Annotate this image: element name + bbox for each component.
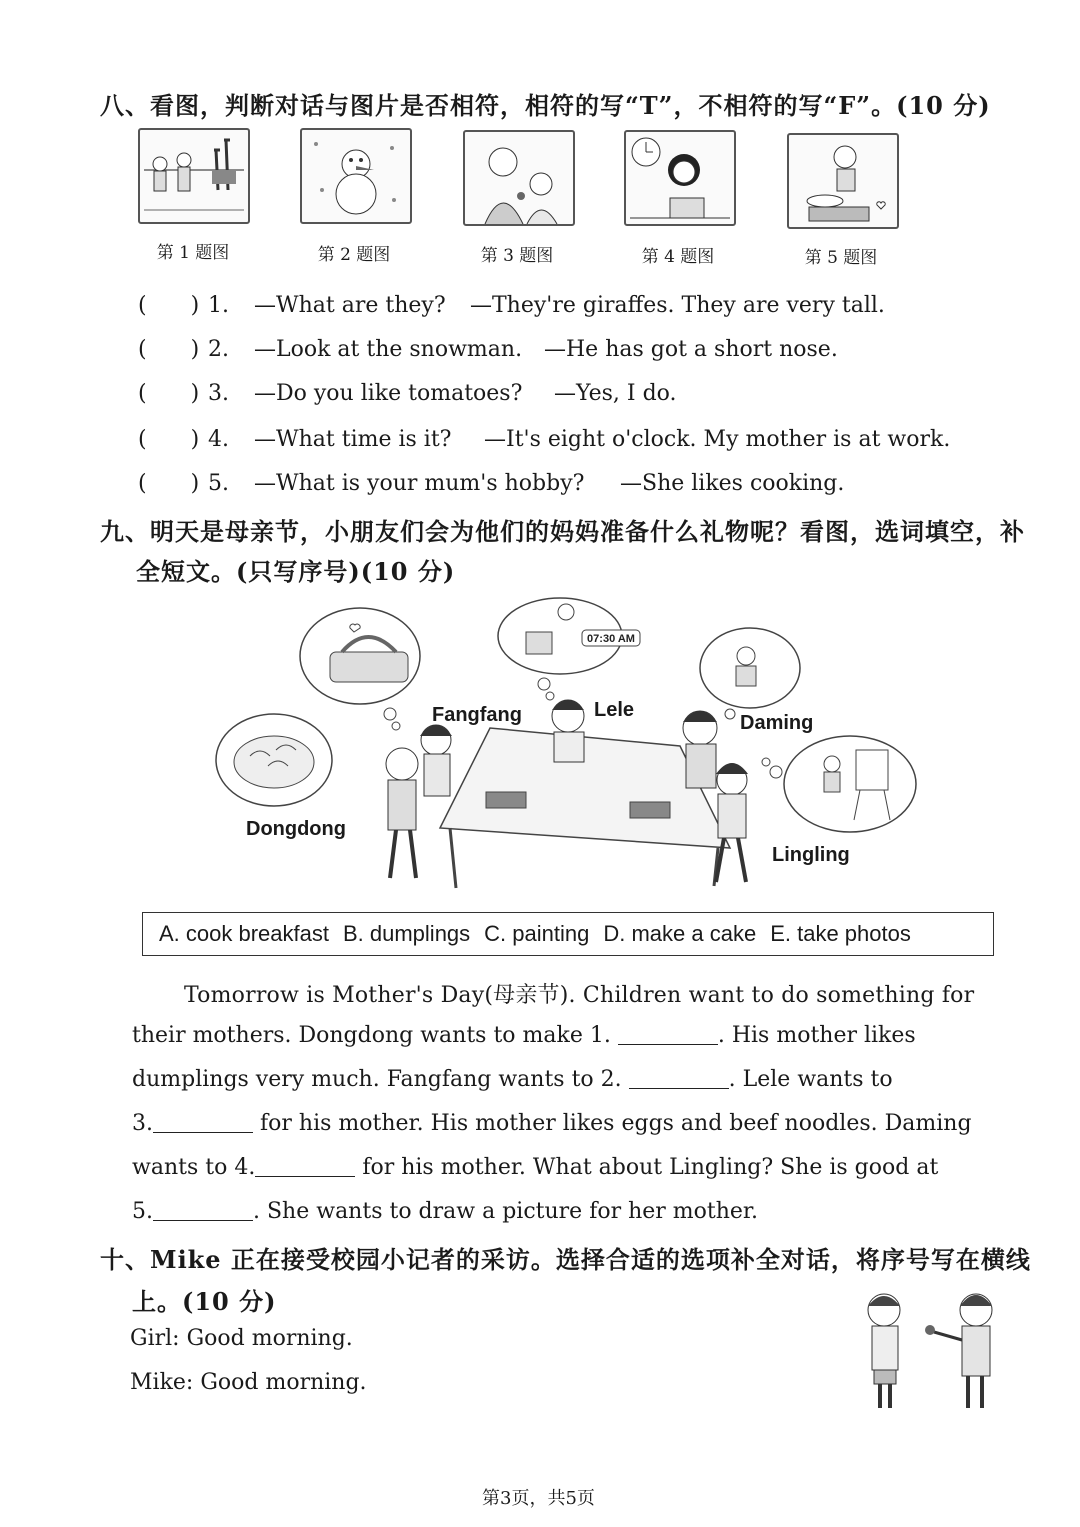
answer-text: —He has got a short nose. — [544, 337, 838, 362]
question-row-1 — [138, 288, 885, 319]
caption-4: 第 4 题图 — [641, 247, 715, 267]
passage-text: wants to 4. — [132, 1155, 256, 1180]
passage-text: for his mother. What about Lingling? She is good at — [362, 1155, 939, 1180]
passage-text: for his mother. His mother likes eggs and beef noodles. Daming — [260, 1111, 972, 1136]
question-row-4 — [138, 422, 950, 453]
answer-blank[interactable]: ( ) — [138, 471, 200, 496]
caption-3: 第 3 题图 — [480, 246, 554, 266]
question-number: 4. — [208, 427, 229, 452]
question-text: —What is your mum's hobby? — [254, 471, 585, 496]
section-10-title-line-2: 上。(10 分) — [132, 1287, 277, 1316]
answer-text: —They're giraffes. They are very tall. — [470, 293, 885, 318]
answer-blank[interactable]: ( ) — [138, 427, 200, 452]
option-b: B. dumplings — [342, 921, 471, 946]
label-fangfang: Fangfang — [432, 704, 522, 726]
question-text: —Look at the snowman. — [254, 337, 523, 362]
section-10-title-line-1: 十、Mike 正在接受校园小记者的采访。选择合适的选项补全对话，将序号写在横线 — [100, 1245, 1031, 1274]
passage-line-2 — [132, 1022, 916, 1048]
option-e: E. take photos — [770, 921, 911, 946]
blank-2[interactable] — [629, 1066, 729, 1089]
question-text: —What time is it? — [254, 427, 452, 452]
answer-text: —She likes cooking. — [620, 471, 845, 496]
picture-1-giraffes — [138, 128, 250, 224]
answer-blank[interactable]: ( ) — [138, 293, 200, 318]
answer-text: —It's eight o'clock. My mother is at work. — [484, 427, 951, 452]
question-number: 5. — [208, 471, 229, 496]
picture-5-cooking — [787, 133, 899, 229]
passage-line-1: Tomorrow is Mother's Day(母亲节). Children want to do something for — [184, 983, 975, 1008]
label-lele: Lele — [594, 699, 635, 721]
caption-5: 第 5 题图 — [804, 248, 878, 268]
passage-text: their mothers. Dongdong wants to make 1. — [132, 1023, 611, 1048]
label-dongdong: Dongdong — [246, 818, 346, 840]
caption-1: 第 1 题图 — [156, 243, 230, 263]
passage-text: 3. — [132, 1111, 153, 1136]
passage-line-5 — [132, 1154, 938, 1180]
label-daming: Daming — [740, 712, 814, 734]
picture-2-snowman — [300, 128, 412, 224]
picture-4-woman-laptop — [624, 130, 736, 226]
option-a: A. cook breakfast — [159, 921, 329, 946]
passage-text: . She wants to draw a picture for her mother. — [253, 1199, 759, 1224]
passage-text: . Lele wants to — [728, 1067, 893, 1092]
question-row-5 — [138, 466, 844, 497]
caption-2: 第 2 题图 — [317, 245, 391, 265]
question-row-3 — [138, 376, 677, 407]
blank-1[interactable] — [618, 1022, 718, 1045]
passage-text: 5. — [132, 1199, 153, 1224]
label-lingling: Lingling — [772, 844, 850, 866]
answer-blank[interactable]: ( ) — [138, 337, 200, 362]
interview-illustration — [850, 1286, 1020, 1416]
question-number: 3. — [208, 381, 229, 406]
section-9-title-line-2: 全短文。(只写序号)(10 分) — [136, 557, 456, 586]
answer-blank[interactable]: ( ) — [138, 381, 200, 406]
option-c: C. painting — [484, 921, 590, 946]
page-number: 第3页，共5页 — [482, 1488, 595, 1509]
picture-3-mother-child — [463, 130, 575, 226]
blank-3[interactable] — [153, 1110, 253, 1133]
blank-5[interactable] — [153, 1198, 253, 1221]
dialog-line-girl: Girl: Good morning. — [130, 1326, 353, 1351]
clock-display: 07:30 AM — [587, 633, 635, 645]
passage-text: dumplings very much. Fangfang wants to 2. — [132, 1067, 622, 1092]
passage-line-4 — [132, 1110, 972, 1136]
blank-4[interactable] — [255, 1154, 355, 1177]
section-8-title: 八、看图，判断对话与图片是否相符，相符的写“T”，不相符的写“F”。(10 分) — [100, 91, 991, 120]
section-9-title-line-1: 九、明天是母亲节，小朋友们会为他们的妈妈准备什么礼物呢？看图，选词填空，补 — [100, 517, 1025, 546]
question-number: 2. — [208, 337, 229, 362]
question-text: —Do you like tomatoes? — [254, 381, 523, 406]
passage-line-3 — [132, 1066, 893, 1092]
options-box — [142, 912, 994, 956]
passage-text: . His mother likes — [717, 1023, 916, 1048]
dialog-line-mike: Mike: Good morning. — [130, 1370, 367, 1395]
option-d: D. make a cake — [603, 921, 757, 946]
passage-line-6 — [132, 1198, 758, 1224]
question-row-2 — [138, 332, 838, 363]
question-number: 1. — [208, 293, 229, 318]
answer-text: —Yes, I do. — [554, 381, 677, 406]
question-text: —What are they? — [254, 293, 446, 318]
